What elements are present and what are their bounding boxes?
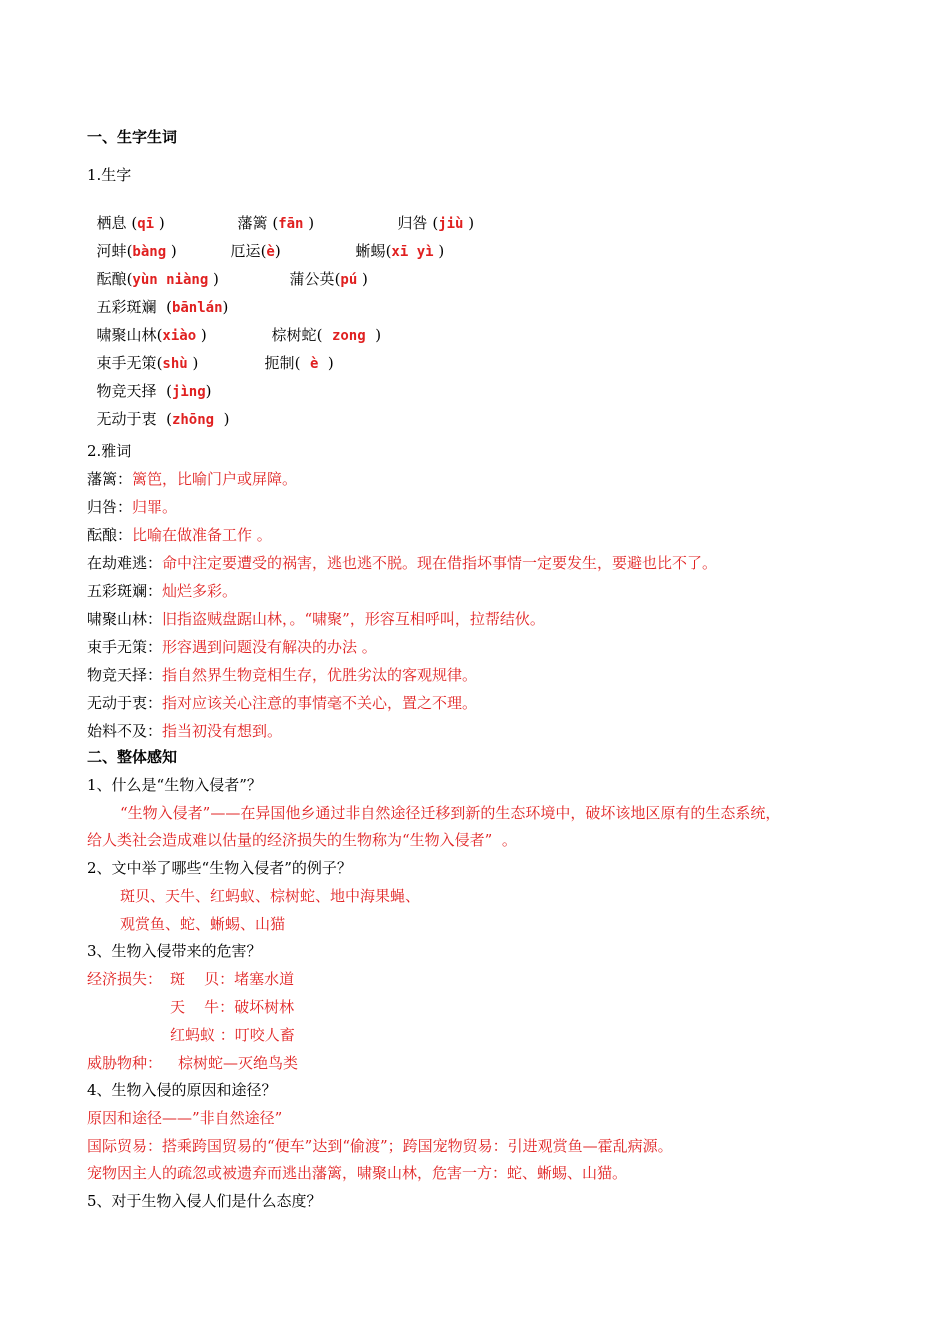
vocab-word: 河蚌	[96, 242, 127, 260]
definition-item	[87, 525, 272, 545]
definition-item	[87, 469, 297, 489]
definition-text: 形容遇到问题没有解决的办法 。	[162, 638, 377, 656]
definition-item	[87, 637, 377, 657]
question-3: 3、生物入侵带来的危害？	[87, 942, 262, 960]
definition-term: 在劫难逃：	[87, 554, 163, 572]
vocab-pinyin: jiù	[438, 216, 464, 232]
definition-text: 命中注定要遭受的祸害，逃也逃不脱。现在借指坏事情一定要发生，要避也比不了。	[162, 554, 718, 572]
vocab-pinyin: bàng	[132, 244, 167, 260]
vocab-word: 栖息	[96, 214, 127, 232]
vocab-word: 啸聚山林	[96, 326, 157, 344]
answer-1-line-1: “生物入侵者”——在异国他乡通过非自然途径迁移到新的生态环境中，破坏该地区原有的生态系统，	[120, 804, 781, 822]
vocab-word: 束手无策	[96, 354, 157, 372]
definition-text: 灿烂多彩。	[162, 582, 238, 600]
vocab-pinyin: zong	[331, 328, 366, 344]
definition-term: 束手无策：	[87, 638, 163, 656]
section2-heading: 二、整体感知	[87, 748, 178, 766]
definition-item	[87, 693, 477, 713]
vocab-pinyin: shù	[162, 356, 188, 372]
definition-term: 酝酿：	[87, 526, 133, 544]
vocab-word: 蒲公英	[289, 270, 335, 288]
vocab-word: 蜥蜴	[355, 242, 386, 260]
definition-text: 比喻在做准备工作 。	[132, 526, 272, 544]
vocab-pinyin: qī	[137, 216, 155, 232]
vocab-pinyin: xiào	[162, 328, 197, 344]
vocab-pinyin: jìng	[171, 384, 206, 400]
vocab-pinyin: è	[309, 356, 319, 372]
answer-3-label-species: 威胁物种：	[87, 1054, 163, 1072]
answer-1-line-2: 给人类社会造成难以估量的经济损失的生物称为“生物入侵者” 。	[87, 831, 517, 849]
vocab-row-8: 无动于衷 (zhōng )	[96, 410, 230, 428]
vocab-row-1: 栖息 (qī )	[96, 214, 165, 232]
answer-3-label-economic: 经济损失：	[87, 970, 163, 988]
definition-item	[87, 497, 177, 517]
vocab-pinyin: bānlán	[171, 300, 223, 316]
vocab-word: 五彩斑斓	[96, 298, 157, 316]
definition-term: 无动于衷：	[87, 694, 163, 712]
subheading-characters: 1.生字	[87, 166, 132, 184]
answer-3-item: 天 牛：破坏树林	[170, 998, 295, 1016]
answer-4-line-1: 原因和途径——”非自然途径”	[87, 1109, 283, 1127]
question-5: 5、对于生物入侵人们是什么态度？	[87, 1192, 322, 1210]
section1-heading: 一、生字生词	[87, 128, 178, 146]
definition-item	[87, 665, 477, 685]
vocab-item: 归咎 (jiù )	[397, 214, 475, 232]
vocab-word: 物竞天择	[96, 382, 157, 400]
vocab-word: 酝酿	[96, 270, 127, 288]
answer-2-line-1: 斑贝、天牛、红蚂蚁、棕树蛇、地中海果蝇、	[120, 887, 421, 905]
vocab-pinyin: xī yì	[391, 244, 434, 260]
vocab-row-6: 束手无策(shù )	[96, 354, 199, 372]
answer-3-item: 红蚂蚁 ：叮咬人畜	[170, 1026, 295, 1044]
vocab-word: 无动于衷	[96, 410, 157, 428]
vocab-item: 厄运(è)	[230, 242, 281, 260]
vocab-row-7: 物竞天择 (jìng)	[96, 382, 212, 400]
vocab-row-5: 啸聚山林(xiào )	[96, 326, 207, 344]
answer-2-line-2: 观赏鱼、蛇、蜥蜴、山猫	[120, 915, 286, 933]
vocab-pinyin: è	[266, 244, 275, 260]
definition-text: 指自然界生物竞相生存，优胜劣汰的客观规律。	[162, 666, 478, 684]
definition-text: 指当初没有想到。	[162, 722, 283, 740]
definition-text: 篱笆，比喻门户或屏障。	[132, 470, 298, 488]
definition-item	[87, 553, 717, 573]
definition-item	[87, 609, 545, 629]
vocab-item: 棕树蛇( zong )	[271, 326, 382, 344]
vocab-item: 蒲公英(pú )	[289, 270, 368, 288]
definition-term: 藩篱：	[87, 470, 133, 488]
vocab-word: 扼制	[264, 354, 295, 372]
vocab-item: 扼制( è )	[264, 354, 334, 372]
definition-text: 归罪。	[132, 498, 178, 516]
vocab-pinyin: pú	[340, 272, 358, 288]
vocab-pinyin: yùn niàng	[132, 272, 209, 288]
vocab-word: 藩篱	[237, 214, 268, 232]
definition-item	[87, 581, 237, 601]
vocab-item: 藩篱 (fān )	[237, 214, 315, 232]
vocab-word: 棕树蛇	[271, 326, 317, 344]
definition-text: 旧指盗贼盘踞山林，。“啸聚”，形容互相呼叫，拉帮结伙。	[162, 610, 545, 628]
definition-term: 啸聚山林：	[87, 610, 163, 628]
answer-3-item: 斑 贝：堵塞水道	[170, 970, 295, 988]
answer-3-item: 棕树蛇—灭绝鸟类	[178, 1054, 299, 1072]
definition-term: 五彩斑斓：	[87, 582, 163, 600]
question-4: 4、生物入侵的原因和途径？	[87, 1081, 277, 1099]
vocab-row-2: 河蚌(bàng )	[96, 242, 177, 260]
definition-item	[87, 721, 282, 741]
answer-4-line-2: 国际贸易：搭乘跨国贸易的“便车”达到“偷渡”；跨国宠物贸易：引进观赏鱼—霍乱病源。	[87, 1137, 673, 1155]
question-2: 2、文中举了哪些“生物入侵者”的例子？	[87, 859, 352, 877]
vocab-word: 厄运	[230, 242, 261, 260]
answer-4-line-3: 宠物因主人的疏忽或被遗弃而逃出藩篱，啸聚山林，危害一方：蛇、蜥蜴、山猫。	[87, 1164, 628, 1182]
vocab-pinyin: zhōng	[171, 412, 215, 428]
question-1: 1、什么是“生物入侵者”？	[87, 776, 262, 794]
definition-term: 归咎：	[87, 498, 133, 516]
subheading-elegant-words: 2.雅词	[87, 442, 132, 460]
vocab-pinyin: fān	[278, 216, 304, 232]
vocab-item: 蜥蜴(xī yì )	[355, 242, 445, 260]
vocab-row-3: 酝酿(yùn niàng )	[96, 270, 219, 288]
vocab-word: 归咎	[397, 214, 428, 232]
definition-term: 物竞天择：	[87, 666, 163, 684]
definition-text: 指对应该关心注意的事情毫不关心，置之不理。	[162, 694, 478, 712]
vocab-row-4: 五彩斑斓 (bānlán)	[96, 298, 229, 316]
definition-term: 始料不及：	[87, 722, 163, 740]
